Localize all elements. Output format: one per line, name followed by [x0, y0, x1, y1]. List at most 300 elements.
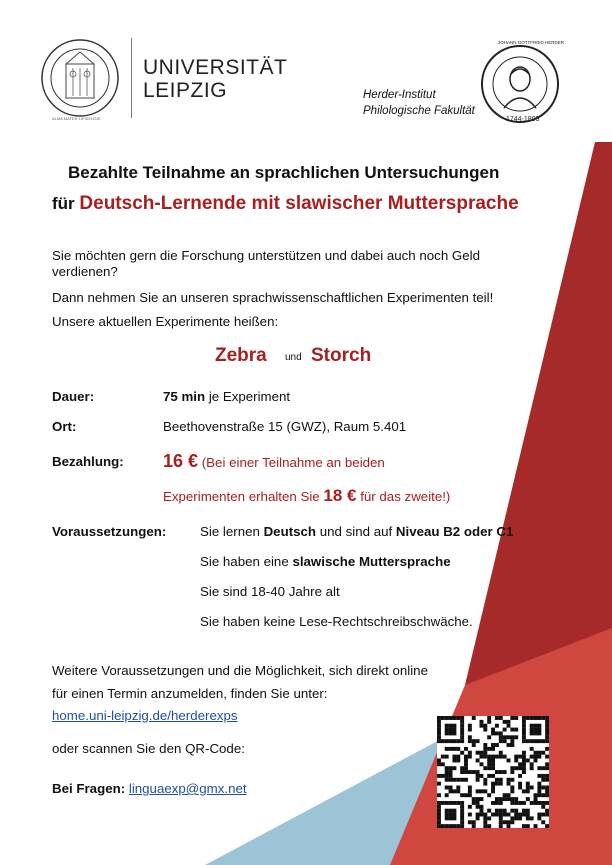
qr-module	[522, 809, 526, 813]
qr-module	[545, 774, 549, 778]
payment-label: Bezahlung:	[52, 454, 124, 469]
qr-module	[530, 731, 534, 735]
qr-module	[487, 809, 491, 813]
qr-module	[437, 824, 441, 828]
qr-module	[499, 797, 503, 801]
qr-module	[545, 766, 549, 770]
qr-module	[460, 820, 464, 824]
qr-module	[452, 816, 456, 820]
qr-module	[534, 724, 538, 728]
qr-module	[472, 743, 476, 747]
qr-module	[541, 813, 545, 817]
qr-module	[522, 728, 526, 732]
qr-module	[449, 747, 453, 751]
qr-module	[537, 789, 541, 793]
requirement-1	[200, 524, 513, 540]
qr-module	[541, 778, 545, 782]
qr-module	[510, 766, 514, 770]
qr-module	[545, 735, 549, 739]
qr-module	[476, 789, 480, 793]
qr-module	[445, 716, 449, 720]
qr-module	[507, 797, 511, 801]
qr-module	[464, 778, 468, 782]
qr-module	[449, 728, 453, 732]
qr-module	[503, 739, 507, 743]
qr-module	[487, 758, 491, 762]
qr-module	[545, 793, 549, 797]
qr-module	[452, 778, 456, 782]
qr-module	[503, 813, 507, 817]
qr-module	[518, 782, 522, 786]
qr-module	[545, 731, 549, 735]
qr-module	[456, 778, 460, 782]
qr-module	[545, 801, 549, 805]
qr-module	[522, 735, 526, 739]
qr-module	[537, 731, 541, 735]
qr-module	[495, 778, 499, 782]
qr-module	[460, 816, 464, 820]
qr-module	[495, 755, 499, 759]
qr-module	[514, 813, 518, 817]
qr-module	[510, 820, 514, 824]
qr-module	[460, 778, 464, 782]
qr-module	[464, 747, 468, 751]
qr-module	[545, 747, 549, 751]
qr-module	[522, 824, 526, 828]
qr-module	[483, 751, 487, 755]
qr-module	[460, 731, 464, 735]
qr-module	[460, 809, 464, 813]
qr-module	[445, 801, 449, 805]
qr-module	[499, 813, 503, 817]
qr-module	[503, 735, 507, 739]
qr-module	[449, 766, 453, 770]
qr-module	[495, 813, 499, 817]
qr-module	[530, 739, 534, 743]
qr-module	[522, 801, 526, 805]
qr-module	[491, 789, 495, 793]
qr-module	[507, 743, 511, 747]
qr-module	[456, 747, 460, 751]
qr-module	[468, 735, 472, 739]
qr-module	[452, 809, 456, 813]
qr-module	[437, 739, 441, 743]
qr-module	[472, 801, 476, 805]
qr-module	[491, 774, 495, 778]
requirement-3: Sie sind 18-40 Jahre alt	[200, 584, 340, 599]
qr-module	[541, 751, 545, 755]
qr-module	[545, 824, 549, 828]
qr-module	[510, 739, 514, 743]
qr-module	[518, 755, 522, 759]
qr-module	[514, 809, 518, 813]
qr-module	[468, 805, 472, 809]
qr-module	[534, 739, 538, 743]
qr-module	[483, 824, 487, 828]
qr-module	[491, 731, 495, 735]
qr-module	[495, 743, 499, 747]
payment-note-line1: (Bei einer Teilnahme an beiden	[201, 455, 385, 470]
qr-module	[449, 824, 453, 828]
qr-module	[452, 766, 456, 770]
qr-module	[452, 824, 456, 828]
qr-module	[510, 786, 514, 790]
qr-module	[476, 778, 480, 782]
req1-part-a: Sie lernen	[200, 524, 260, 539]
qr-module	[456, 801, 460, 805]
qr-module	[487, 816, 491, 820]
payment-second-amount: 18 €	[323, 486, 357, 505]
qr-module	[507, 778, 511, 782]
qr-module	[518, 816, 522, 820]
qr-module	[491, 801, 495, 805]
qr-module	[503, 793, 507, 797]
qr-module	[507, 735, 511, 739]
qr-module	[541, 801, 545, 805]
qr-module	[445, 774, 449, 778]
qr-module	[507, 724, 511, 728]
payment-note-line2	[163, 485, 450, 508]
qr-module	[460, 728, 464, 732]
qr-module	[526, 786, 530, 790]
qr-module	[449, 716, 453, 720]
qr-module	[545, 739, 549, 743]
qr-module	[483, 755, 487, 759]
qr-module	[468, 789, 472, 793]
qr-module	[518, 801, 522, 805]
qr-module	[437, 735, 441, 739]
qr-module	[545, 716, 549, 720]
qr-module	[468, 751, 472, 755]
qr-module	[545, 809, 549, 813]
qr-module	[437, 820, 441, 824]
qr-module	[541, 774, 545, 778]
qr-module	[445, 770, 449, 774]
intro-p2: Dann nehmen Sie an unseren sprachwissenschaftlichen Experimenten teil!	[52, 290, 494, 305]
qr-module	[545, 762, 549, 766]
qr-module	[526, 813, 530, 817]
payment-note-end: für das zweite!)	[360, 489, 451, 504]
qr-module	[499, 755, 503, 759]
qr-module	[460, 793, 464, 797]
qr-module	[452, 801, 456, 805]
qr-module	[518, 774, 522, 778]
qr-module	[499, 735, 503, 739]
qr-module	[499, 809, 503, 813]
qr-module	[472, 824, 476, 828]
qr-module	[445, 809, 449, 813]
qr-module	[479, 751, 483, 755]
contact-email-link[interactable]: linguaexp@gmx.net	[128, 781, 247, 796]
qr-module	[479, 755, 483, 759]
qr-module	[522, 731, 526, 735]
qr-module	[510, 728, 514, 732]
duration-label: Dauer:	[52, 389, 95, 404]
qr-module	[437, 782, 441, 786]
qr-module	[499, 782, 503, 786]
qr-module	[437, 793, 441, 797]
qr-module	[476, 805, 480, 809]
qr-module	[518, 762, 522, 766]
qr-module	[437, 762, 441, 766]
qr-module	[514, 797, 518, 801]
qr-module	[491, 758, 495, 762]
qr-module	[526, 797, 530, 801]
herder-medal-icon	[480, 44, 560, 124]
qr-module	[537, 724, 541, 728]
qr-module	[472, 716, 476, 720]
qr-module	[487, 766, 491, 770]
qr-module	[437, 805, 441, 809]
qr-module	[526, 716, 530, 720]
qr-module	[545, 728, 549, 732]
qr-module	[464, 793, 468, 797]
qr-module	[522, 739, 526, 743]
qr-module	[530, 762, 534, 766]
qr-module	[456, 758, 460, 762]
qr-module	[522, 724, 526, 728]
registration-link[interactable]: home.uni-leipzig.de/herderexps	[52, 708, 238, 723]
qr-module	[452, 724, 456, 728]
qr-module	[437, 724, 441, 728]
qr-module	[468, 724, 472, 728]
req1-german: Deutsch	[263, 524, 317, 539]
qr-module	[499, 751, 503, 755]
qr-module	[541, 739, 545, 743]
qr-module	[537, 813, 541, 817]
qr-code[interactable]	[437, 716, 549, 828]
qr-module	[456, 716, 460, 720]
qr-module	[541, 766, 545, 770]
qr-module	[537, 766, 541, 770]
qr-module	[545, 786, 549, 790]
qr-module	[472, 739, 476, 743]
qr-module	[503, 809, 507, 813]
questions-line	[52, 781, 247, 797]
qr-module	[468, 770, 472, 774]
qr-module	[534, 824, 538, 828]
qr-module	[476, 813, 480, 817]
qr-module	[507, 720, 511, 724]
qr-module	[526, 758, 530, 762]
qr-module	[476, 770, 480, 774]
qr-module	[479, 813, 483, 817]
title-line2	[52, 193, 519, 215]
qr-module	[468, 728, 472, 732]
qr-module	[530, 801, 534, 805]
qr-module	[491, 728, 495, 732]
duration-rest: je Experiment	[208, 389, 291, 404]
qr-module	[468, 793, 472, 797]
qr-module	[456, 739, 460, 743]
qr-module	[507, 813, 511, 817]
qr-module	[449, 778, 453, 782]
qr-module	[483, 724, 487, 728]
qr-module	[476, 801, 480, 805]
qr-module	[449, 739, 453, 743]
qr-module	[545, 813, 549, 817]
qr-module	[476, 739, 480, 743]
qr-module	[483, 728, 487, 732]
qr-module	[487, 774, 491, 778]
qr-module	[545, 755, 549, 759]
qr-module	[541, 786, 545, 790]
qr-module	[445, 739, 449, 743]
qr-module	[534, 801, 538, 805]
qr-module	[479, 762, 483, 766]
questions-label: Bei Fragen:	[52, 781, 126, 796]
qr-module	[460, 751, 464, 755]
qr-module	[479, 720, 483, 724]
qr-module	[483, 743, 487, 747]
qr-module	[468, 739, 472, 743]
payment-amount: 16 €	[163, 451, 199, 471]
qr-module	[537, 755, 541, 759]
requirement-4: Sie haben keine Lese-Rechtschreibschwäche.	[200, 614, 473, 629]
qr-module	[479, 809, 483, 813]
location-value: Beethovenstraße 15 (GWZ), Raum 5.401	[163, 419, 407, 434]
title-line2-prefix: für	[52, 194, 75, 213]
qr-module	[479, 724, 483, 728]
qr-module	[445, 824, 449, 828]
qr-module	[483, 816, 487, 820]
qr-module	[545, 724, 549, 728]
qr-module	[495, 782, 499, 786]
qr-module	[514, 755, 518, 759]
qr-module	[537, 786, 541, 790]
qr-module	[441, 739, 445, 743]
qr-module	[510, 809, 514, 813]
qr-module	[437, 801, 441, 805]
qr-module	[522, 789, 526, 793]
qr-module	[499, 770, 503, 774]
qr-module	[499, 824, 503, 828]
qr-module	[495, 724, 499, 728]
qr-module	[495, 797, 499, 801]
seal-text: ALMA MATER LIPSIENSIS	[52, 116, 101, 121]
qr-module	[452, 758, 456, 762]
qr-module	[483, 813, 487, 817]
qr-module	[452, 755, 456, 759]
qr-module	[530, 728, 534, 732]
qr-module	[487, 720, 491, 724]
qr-module	[460, 716, 464, 720]
qr-module	[537, 782, 541, 786]
qr-module	[534, 731, 538, 735]
payment-value	[163, 450, 385, 474]
qr-module	[460, 720, 464, 724]
qr-module	[460, 801, 464, 805]
qr-module	[452, 731, 456, 735]
qr-module	[441, 824, 445, 828]
qr-module	[507, 824, 511, 828]
qr-module	[514, 758, 518, 762]
qr-module	[499, 820, 503, 824]
qr-module	[468, 786, 472, 790]
qr-module	[510, 743, 514, 747]
qr-module	[483, 782, 487, 786]
qr-module	[437, 809, 441, 813]
qr-module	[526, 789, 530, 793]
qr-module	[534, 758, 538, 762]
qr-module	[483, 778, 487, 782]
qr-module	[522, 770, 526, 774]
qr-module	[522, 755, 526, 759]
qr-module	[526, 782, 530, 786]
qr-module	[476, 774, 480, 778]
qr-module	[495, 809, 499, 813]
qr-module	[530, 816, 534, 820]
qr-module	[537, 728, 541, 732]
qr-module	[472, 820, 476, 824]
qr-module	[441, 755, 445, 759]
qr-module	[507, 758, 511, 762]
more-info-line2: für einen Termin anzumelden, finden Sie unter:	[52, 686, 328, 701]
title-line1: Bezahlte Teilnahme an sprachlichen Untersuchungen	[68, 163, 500, 182]
qr-module	[464, 755, 468, 759]
qr-module	[449, 731, 453, 735]
experiment-zebra: Zebra	[215, 345, 267, 366]
qr-module	[495, 731, 499, 735]
qr-module	[534, 793, 538, 797]
qr-module	[495, 770, 499, 774]
qr-module	[445, 778, 449, 782]
qr-module	[468, 755, 472, 759]
qr-module	[449, 786, 453, 790]
qr-module	[537, 816, 541, 820]
qr-module	[437, 720, 441, 724]
university-seal-icon	[40, 38, 120, 118]
qr-module	[460, 824, 464, 828]
qr-module	[452, 789, 456, 793]
more-info-line1: Weitere Voraussetzungen und die Möglichkeit, sich direkt online	[52, 663, 428, 678]
qr-module	[449, 774, 453, 778]
qr-module	[479, 797, 483, 801]
qr-module	[476, 816, 480, 820]
qr-module	[483, 747, 487, 751]
qr-module	[522, 766, 526, 770]
qr-module	[522, 762, 526, 766]
qr-module	[452, 813, 456, 817]
qr-module	[503, 720, 507, 724]
qr-module	[518, 786, 522, 790]
qr-module	[522, 716, 526, 720]
qr-module	[472, 770, 476, 774]
qr-module	[522, 758, 526, 762]
qr-module	[537, 793, 541, 797]
qr-module	[514, 735, 518, 739]
qr-module	[456, 824, 460, 828]
qr-module	[545, 720, 549, 724]
qr-module	[460, 805, 464, 809]
qr-module	[456, 786, 460, 790]
requirement-2	[200, 554, 451, 570]
qr-module	[452, 716, 456, 720]
qr-module	[487, 716, 491, 720]
qr-module	[479, 805, 483, 809]
qr-module	[530, 766, 534, 770]
qr-module	[476, 797, 480, 801]
qr-module	[491, 782, 495, 786]
qr-module	[510, 770, 514, 774]
qr-module	[495, 716, 499, 720]
intro-p3: Unsere aktuellen Experimente heißen:	[52, 314, 279, 329]
intro-p1-line2: verdienen?	[52, 264, 118, 279]
qr-module	[445, 755, 449, 759]
qr-module	[468, 813, 472, 817]
req2-slavic: slawische Muttersprache	[292, 554, 451, 569]
qr-module	[499, 816, 503, 820]
